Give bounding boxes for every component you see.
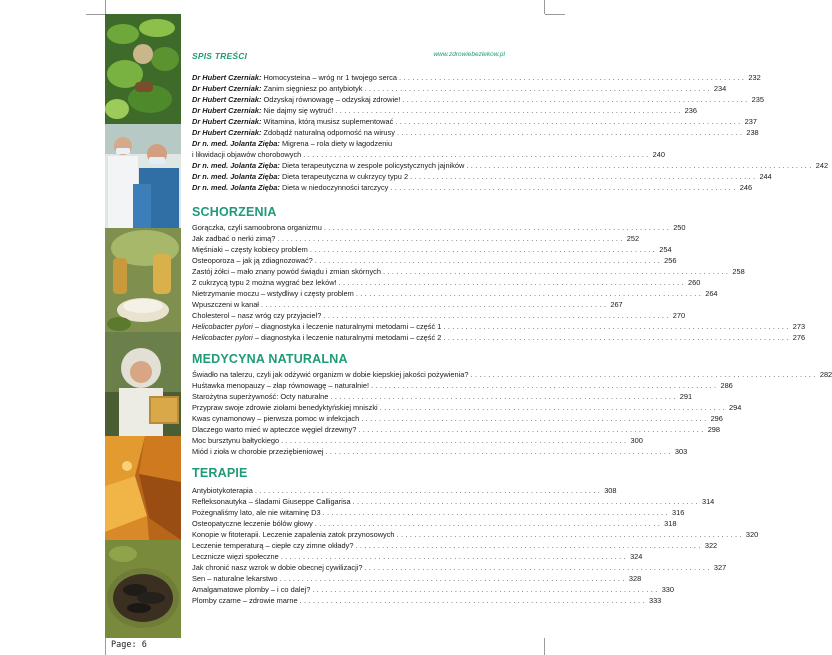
entry-title: Osteopatyczne leczenie bólów głowy [192,519,313,528]
leader-dots: .............................................................................. [396,530,744,539]
entry-title: Pożegnaliśmy lato, ale nie witaminę D3 [192,508,321,517]
leader-dots: .............................................................................. [443,333,791,342]
toc-entry[interactable] [192,321,806,332]
entry-title: Dieta terapeutyczna w cukrzycy typu 2 [281,172,409,181]
entry-title: Świadło na talerzu, czyli jak odżywić organizm w dobie kiepskiej jakości pożywienia? [192,370,469,379]
leader-dots: .............................................................................. [396,128,745,137]
entry-title-italic: Helicobacter pylori [192,333,253,342]
leader-dots: .............................................................................. [379,403,728,412]
leader-dots: .............................................................................. [323,311,671,320]
entry-page: 267 [610,300,623,309]
entry-author: Dr Hubert Czerniak: [192,84,262,93]
doctors-photo [105,124,181,228]
entry-page: 296 [710,414,723,423]
leader-dots: .............................................................................. [281,436,629,445]
entry-title: Cholesterol – nasz wróg czy przyjaciel? [192,311,322,320]
entry-page: 322 [704,541,718,550]
entry-title: Migrena – rola diety w łagodzeniu [281,139,393,148]
leader-dots: .............................................................................. [299,596,647,605]
entry-author: Dr Hubert Czerniak: [192,128,262,137]
toc-entry[interactable] [192,402,742,413]
crop-mark [105,638,106,655]
leader-dots: .............................................................................. [277,234,625,243]
entry-page: 294 [729,403,742,412]
toc-entry[interactable] [192,507,685,518]
entry-page: 282 [819,370,832,379]
leader-dots: .............................................................................. [395,117,743,126]
crop-mark [545,14,565,15]
entry-title: Mięśniaki – częsty kobiecy problem [192,245,308,254]
entry-title-italic: Helicobacter pylori [192,322,253,331]
toc-entry[interactable] [192,391,693,402]
entry-title: Lecznicze więzi społeczne [192,552,279,561]
entry-page: 286 [720,381,733,390]
entry-title: Dieta w niedoczynności tarczycy [281,183,389,192]
entry-page: 324 [630,552,643,561]
leader-dots: .............................................................................. [398,73,747,82]
toc-entry[interactable] [192,446,688,457]
leader-dots: .............................................................................. [330,392,678,401]
toc-entry[interactable] [192,299,623,310]
entry-author: Dr n. med. Jolanta Zięba: [192,183,280,192]
entry-title: Osteoporoza – jak ją zdiagnozować? [192,256,313,265]
leader-dots: .............................................................................. [364,84,712,93]
entry-page: 328 [628,574,642,583]
entry-author: Dr Hubert Czerniak: [192,95,262,104]
entry-title: Sen – naturalne lekarstwo [192,574,278,583]
entry-page: 291 [679,392,693,401]
toc-entry[interactable] [192,595,662,606]
toc-entry[interactable] [192,222,686,233]
entry-page: 330 [661,585,675,594]
leader-dots: .............................................................................. [382,267,731,276]
section-heading-schorzenia: SCHORZENIA [192,205,277,219]
toc-entry[interactable] [192,435,643,446]
crop-mark [544,0,545,14]
entry-title: Jak chronić nasz wzrok w dobie obecnej cywilizacji? [192,563,363,572]
section-heading-medycyna-naturalna: MEDYCYNA NATURALNA [192,352,348,366]
leader-dots: .............................................................................. [312,585,660,594]
leader-dots: .............................................................................. [314,256,663,265]
leader-dots: .............................................................................. [410,172,758,181]
entry-title: Zastój żółci – mało znany powód świądu i zmian skórnych [192,267,381,276]
beekeeper-photo [105,332,181,436]
entry-title: Konopie w fitoterapii. Leczenie zapalenia zatok przynosowych [192,530,395,539]
entry-title: Refleksonautyka – śladami Giuseppe Calligarisa [192,497,351,506]
leader-dots: .............................................................................. [470,370,818,379]
entry-page: 320 [745,530,759,539]
toc-entry[interactable] [192,94,764,105]
entry-title: Gorączka, czyli samoobrona organizmu [192,223,322,232]
toc-entry[interactable] [192,105,698,116]
leader-dots: .............................................................................. [338,278,686,287]
black-fillings-photo [105,540,181,638]
entry-page: 308 [604,486,617,495]
entry-title: Leczenie temperaturą – ciepłe czy zimne okłady? [192,541,354,550]
entry-author: Dr Hubert Czerniak: [192,73,262,82]
crop-mark [544,638,545,655]
entry-page: 236 [684,106,698,115]
entry-title: Przypraw swoje zdrowie ziołami benedyktyńskiej mniszki [192,403,378,412]
toc-entry[interactable] [192,485,617,496]
entry-page: 316 [671,508,685,517]
entry-page: 256 [664,256,677,265]
entry-title: Homocysteina – wróg nr 1 twojego serca [263,73,397,82]
website-url: www.zdrowiebezlekow.pl [433,51,505,58]
toc-entry[interactable] [192,266,745,277]
leader-dots: .............................................................................. [279,574,627,583]
toc-entry[interactable] [192,116,757,127]
leader-dots: .............................................................................. [254,486,603,495]
toc-entry[interactable] [192,138,504,149]
entry-page: 300 [630,436,643,445]
toc-entry[interactable] [192,171,772,182]
entry-page: 258 [732,267,745,276]
toc-entry[interactable] [192,83,727,94]
leader-dots: .............................................................................. [323,223,672,232]
entry-title: Dieta terapeutyczna w zespole policystycznych jajników [281,161,465,170]
entry-title: Nietrzymanie moczu – wstydliwy i częsty problem [192,289,354,298]
entry-title: Amalgamatowe plomby – i co dalej? [192,585,311,594]
schorzenia-list [192,222,806,343]
leader-dots: .............................................................................. [280,552,629,561]
toc-entry[interactable] [192,160,829,171]
toc-entry[interactable] [192,413,723,424]
leader-dots: .............................................................................. [443,322,791,331]
entry-title: Moc bursztynu bałtyckiego [192,436,280,445]
crop-mark [86,14,105,15]
toc-entry[interactable] [192,277,701,288]
entry-page: 298 [707,425,721,434]
entry-title: Miód i zioła w chorobie przeziębieniowej [192,447,324,456]
toc-entry-continuation[interactable] [192,149,665,160]
entry-title: Antybiotykoterapia [192,486,253,495]
entry-page: 318 [664,519,677,528]
toc-entry[interactable] [192,244,672,255]
entry-page: 327 [713,563,727,572]
entry-page: 252 [626,234,640,243]
leader-dots: .............................................................................. [309,245,658,254]
entry-page: 250 [673,223,686,232]
entry-page: 270 [672,311,686,320]
entry-title: i likwidacji objawów chorobowych [192,150,302,159]
entry-page: 333 [648,596,662,605]
leader-dots: .............................................................................. [402,95,750,104]
expert-articles-list [192,72,829,193]
entry-page: 240 [652,150,665,159]
entry-title: Starożytna superżywność: Octy naturalne [192,392,329,401]
leader-dots: .............................................................................. [303,150,651,159]
entry-page: 314 [701,497,715,506]
toc-title: SPIS TREŚCI [192,51,248,61]
herbs-photo [105,14,181,124]
entry-title: Z cukrzycą typu 2 można wygrać bez leków! [192,278,337,287]
entry-title: Nie dajmy się wytruć! [263,106,334,115]
toc-entry[interactable] [192,369,832,380]
entry-author: Dr n. med. Jolanta Zięba: [192,139,280,148]
entry-title: Jak zadbać o nerki zimą? [192,234,276,243]
entry-page: 273 [792,322,806,331]
toc-entry[interactable] [192,255,677,266]
entry-page: 235 [751,95,764,104]
leader-dots: .............................................................................. [355,289,704,298]
section-heading-terapie: TERAPIE [192,466,248,480]
leader-dots: .............................................................................. [390,183,738,192]
toc-entry[interactable] [192,551,643,562]
toc-entry[interactable] [192,573,642,584]
entry-page: 242 [815,161,829,170]
entry-page: 264 [705,289,718,298]
leader-dots: .............................................................................. [260,300,609,309]
leader-dots: .............................................................................. [325,447,673,456]
leader-dots: .............................................................................. [358,425,706,434]
entry-page: 244 [759,172,772,181]
leader-dots: .............................................................................. [335,106,683,115]
medycyna-naturalna-list [192,369,832,457]
toc-entry[interactable] [192,518,677,529]
entry-title: – diagnostyka i leczenie naturalnymi metodami – część 2 [252,333,442,342]
leader-dots: .............................................................................. [355,541,703,550]
entry-page: 260 [687,278,701,287]
toc-entry[interactable] [192,127,759,138]
toc-entry[interactable] [192,182,753,193]
entry-page: 254 [659,245,672,254]
entry-page: 238 [746,128,759,137]
toc-entry[interactable] [192,424,721,435]
entry-title: Odzyskaj równowagę – odzyskaj zdrowie! [263,95,401,104]
leader-dots: .............................................................................. [371,381,719,390]
entry-page: 237 [744,117,757,126]
photo-strip [105,14,181,638]
entry-title: Zdobądź naturalną odporność na wirusy [263,128,395,137]
toc-entry[interactable] [192,380,733,391]
entry-title: – diagnostyka i leczenie naturalnymi metodami – część 1 [252,322,442,331]
entry-page: 303 [674,447,688,456]
crop-mark [105,0,106,14]
toc-entry[interactable] [192,540,718,551]
entry-title: Kwas cynamonowy – pierwsza pomoc w infekcjach [192,414,360,423]
entry-author: Dr n. med. Jolanta Zięba: [192,172,280,181]
toc-entry[interactable] [192,562,727,573]
entry-page: 234 [713,84,727,93]
leader-dots: .............................................................................. [322,508,670,517]
leader-dots: .............................................................................. [364,563,712,572]
toc-entry[interactable] [192,496,715,507]
entry-title: Wpuszczeni w kanał [192,300,259,309]
entry-author: Dr Hubert Czerniak: [192,106,262,115]
toc-entry[interactable] [192,72,761,83]
leader-dots: .............................................................................. [352,497,700,506]
entry-title: Zanim sięgniesz po antybiotyk [263,84,363,93]
toc-entry[interactable] [192,584,675,595]
toc-entry[interactable] [192,288,718,299]
entry-title: Dlaczego warto mieć w apteczce węgiel drzewny? [192,425,357,434]
entry-page: 276 [792,333,806,342]
page-number-label: Page: 6 [111,640,147,650]
entry-page: 232 [748,73,761,82]
leader-dots: .............................................................................. [361,414,709,423]
leader-dots: .............................................................................. [314,519,663,528]
toc-entry[interactable] [192,332,806,343]
terapie-list [192,485,759,606]
entry-title: Plomby czarne – zdrowie marne [192,596,298,605]
herbal-remedies-photo [105,228,181,332]
entry-title: Witamina, którą musisz suplementować [263,117,394,126]
entry-author: Dr n. med. Jolanta Zięba: [192,161,280,170]
toc-entry[interactable] [192,529,759,540]
toc-entry[interactable] [192,310,686,321]
entry-author: Dr Hubert Czerniak: [192,117,262,126]
leader-dots: .............................................................................. [466,161,814,170]
toc-entry[interactable] [192,233,640,244]
entry-title: Huśtawka menopauzy – złap równowagę – naturalnie! [192,381,370,390]
amber-photo [105,436,181,540]
entry-page: 246 [739,183,753,192]
